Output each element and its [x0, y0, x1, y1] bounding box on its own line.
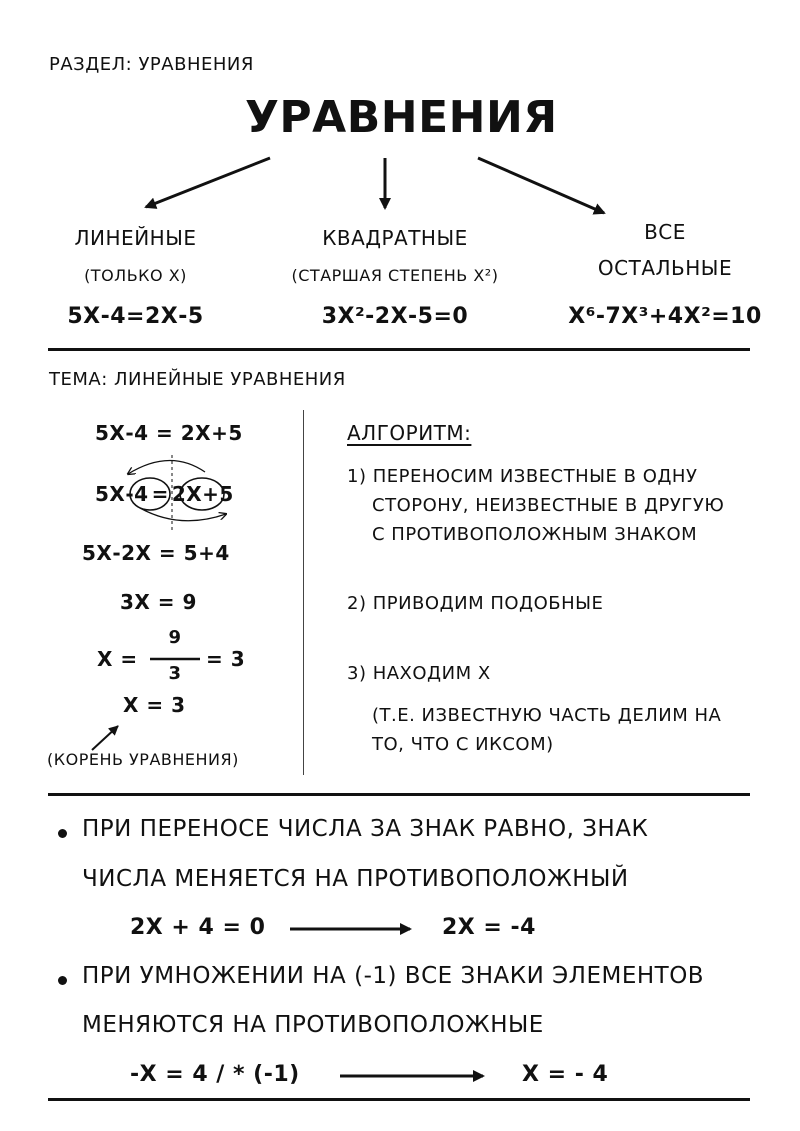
- step-3: 5Х-2Х = 5+4: [82, 541, 230, 565]
- step-1: 5Х-4 = 2Х+5: [95, 421, 243, 445]
- category-quadratic-note: (СТАРШАЯ СТЕПЕНЬ Х²): [291, 266, 499, 285]
- rule-1-example-right: 2Х = -4: [442, 915, 536, 940]
- category-quadratic-name: КВАДРАТНЫЕ: [322, 226, 468, 250]
- algorithm-item2: 2) ПРИВОДИМ ПОДОБНЫЕ: [347, 593, 604, 614]
- rule-1-line2: ЧИСЛА МЕНЯЕТСЯ НА ПРОТИВОПОЛОЖНЫЙ: [82, 866, 629, 892]
- arrow-left: [146, 158, 270, 207]
- category-linear-name: ЛИНЕЙНЫЕ: [74, 226, 197, 250]
- rule-2-example-right: Х = - 4: [522, 1062, 609, 1087]
- root-pointer-arrow: [92, 726, 118, 750]
- step-2-equals: =: [151, 482, 169, 506]
- category-other-name-line1: ВСЕ: [644, 220, 686, 244]
- category-other-example: Х⁶-7Х³+4Х²=10: [568, 304, 762, 329]
- rule-2-line1: ПРИ УМНОЖЕНИИ НА (-1) ВСЕ ЗНАКИ ЭЛЕМЕНТОВ: [82, 963, 705, 989]
- divider-bottom: [48, 1098, 750, 1101]
- step-6: Х = 3: [123, 693, 186, 717]
- main-title: УРАВНЕНИЯ: [245, 92, 558, 143]
- step-4: 3Х = 9: [120, 590, 197, 614]
- algorithm-item3-note-line2: ТО, ЧТО С ИКСОМ): [372, 734, 554, 755]
- algorithm-item1-line1: 1) ПЕРЕНОСИМ ИЗВЕСТНЫЕ В ОДНУ: [347, 466, 698, 487]
- category-linear-example: 5Х-4=2Х-5: [67, 304, 204, 329]
- rule-2-example-left: -Х = 4 / * (-1): [130, 1062, 300, 1087]
- divider-top: [48, 348, 750, 351]
- step-5-left: Х =: [97, 647, 138, 671]
- rule-2-line2: МЕНЯЮТСЯ НА ПРОТИВОПОЛОЖНЫЕ: [82, 1012, 544, 1038]
- bullet-1: [58, 829, 67, 838]
- step-2-2x: 2Х: [171, 482, 203, 506]
- category-other-name-line2: ОСТАЛЬНЫЕ: [597, 256, 733, 280]
- arrow-right: [478, 158, 604, 213]
- root-note: (КОРЕНЬ УРАВНЕНИЯ): [47, 750, 239, 769]
- algorithm-item1-line2: СТОРОНУ, НЕИЗВЕСТНЫЕ В ДРУГУЮ: [372, 495, 725, 516]
- step-2: [95, 482, 234, 506]
- algorithm-item3-note-line1: (Т.Е. ИЗВЕСТНУЮ ЧАСТЬ ДЕЛИМ НА: [372, 705, 722, 726]
- section-label: РАЗДЕЛ: УРАВНЕНИЯ: [49, 54, 254, 75]
- category-linear-note: (ТОЛЬКО Х): [84, 266, 187, 285]
- algorithm-item1-line3: С ПРОТИВОПОЛОЖНЫМ ЗНАКОМ: [372, 524, 698, 545]
- swap-arc-top: [128, 460, 205, 474]
- vertical-divider: [303, 410, 304, 775]
- step-5-denominator: 3: [168, 663, 182, 684]
- bullet-2: [58, 976, 67, 985]
- algorithm-title: АЛГОРИТМ:: [347, 421, 472, 445]
- step-2-5x: 5Х: [95, 482, 126, 506]
- topic-label: ТЕМА: ЛИНЕЙНЫЕ УРАВНЕНИЯ: [49, 369, 346, 390]
- rule-1-example-left: 2Х + 4 = 0: [130, 915, 266, 940]
- algorithm-item3: 3) НАХОДИМ Х: [347, 663, 491, 684]
- step-2-minus4: -4: [125, 482, 149, 506]
- step-5-numerator: 9: [168, 627, 182, 648]
- category-quadratic-example: 3Х²-2Х-5=0: [321, 304, 469, 329]
- step-5-right: = 3: [206, 647, 246, 671]
- step-2-plus5: +5: [202, 482, 234, 506]
- divider-middle: [48, 793, 750, 796]
- rule-1-line1: ПРИ ПЕРЕНОСЕ ЧИСЛА ЗА ЗНАК РАВНО, ЗНАК: [82, 816, 649, 842]
